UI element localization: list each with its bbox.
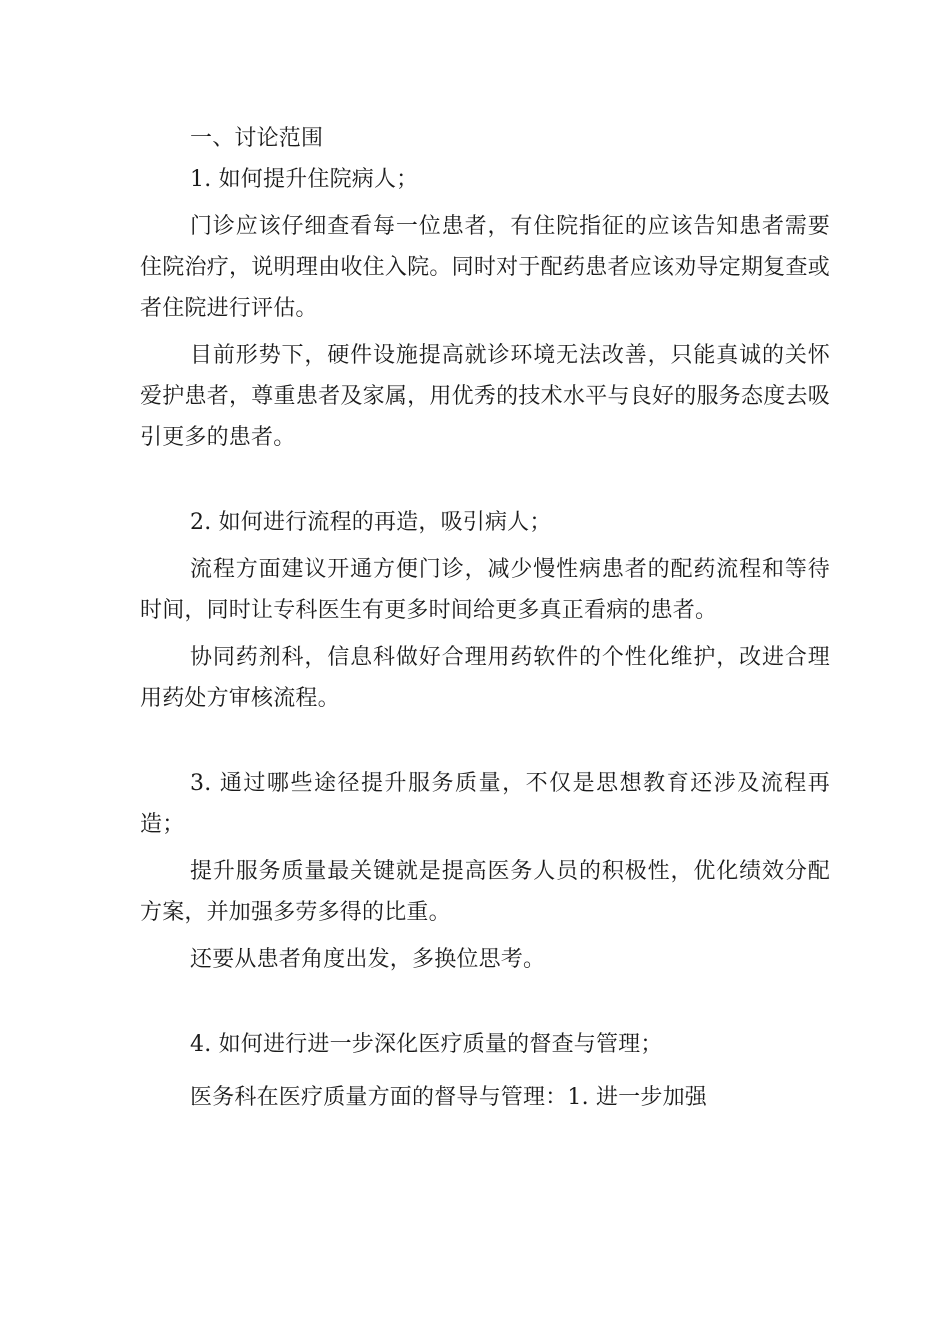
item-3-paragraph-2: 还要从患者角度出发，多换位思考。 [190,947,546,972]
item-4-heading: 4. 如何进行进一步深化医疗质量的督查与管理； [190,1032,663,1057]
item-1-heading: 1. 如何提升住院病人； [190,167,419,192]
item-2-paragraph-2: 协同药剂科，信息科做好合理用药软件的个性化维护，改进合理用药处方审核流程。 [140,645,830,711]
item-4-paragraph-1: 医务科在医疗质量方面的督导与管理：1. 进一步加强 [190,1085,707,1110]
item-1-paragraph-2: 目前形势下，硬件设施提高就诊环境无法改善，只能真诚的关怀爱护患者，尊重患者及家属，用优秀的技术水平与良好的服务态度去吸引更多的患者。 [140,343,830,450]
item-3-heading: 3. 通过哪些途径提升服务质量，不仅是思想教育还涉及流程再造； [140,771,830,837]
item-2-heading: 2. 如何进行流程的再造，吸引病人； [190,510,552,535]
item-1-paragraph-1: 门诊应该仔细查看每一位患者，有住院指征的应该告知患者需要住院治疗，说明理由收住入院。同时对于配药患者应该劝导定期复查或者住院进行评估。 [140,214,830,321]
item-3-paragraph-1: 提升服务质量最关键就是提高医务人员的积极性，优化绩效分配方案，并加强多劳多得的比重。 [140,859,830,925]
section-heading: 一、讨论范围 [190,126,324,151]
document-page [140,118,830,1118]
item-2-paragraph-1: 流程方面建议开通方便门诊，减少慢性病患者的配药流程和等待时间，同时让专科医生有更多时间给更多真正看病的患者。 [140,557,830,623]
